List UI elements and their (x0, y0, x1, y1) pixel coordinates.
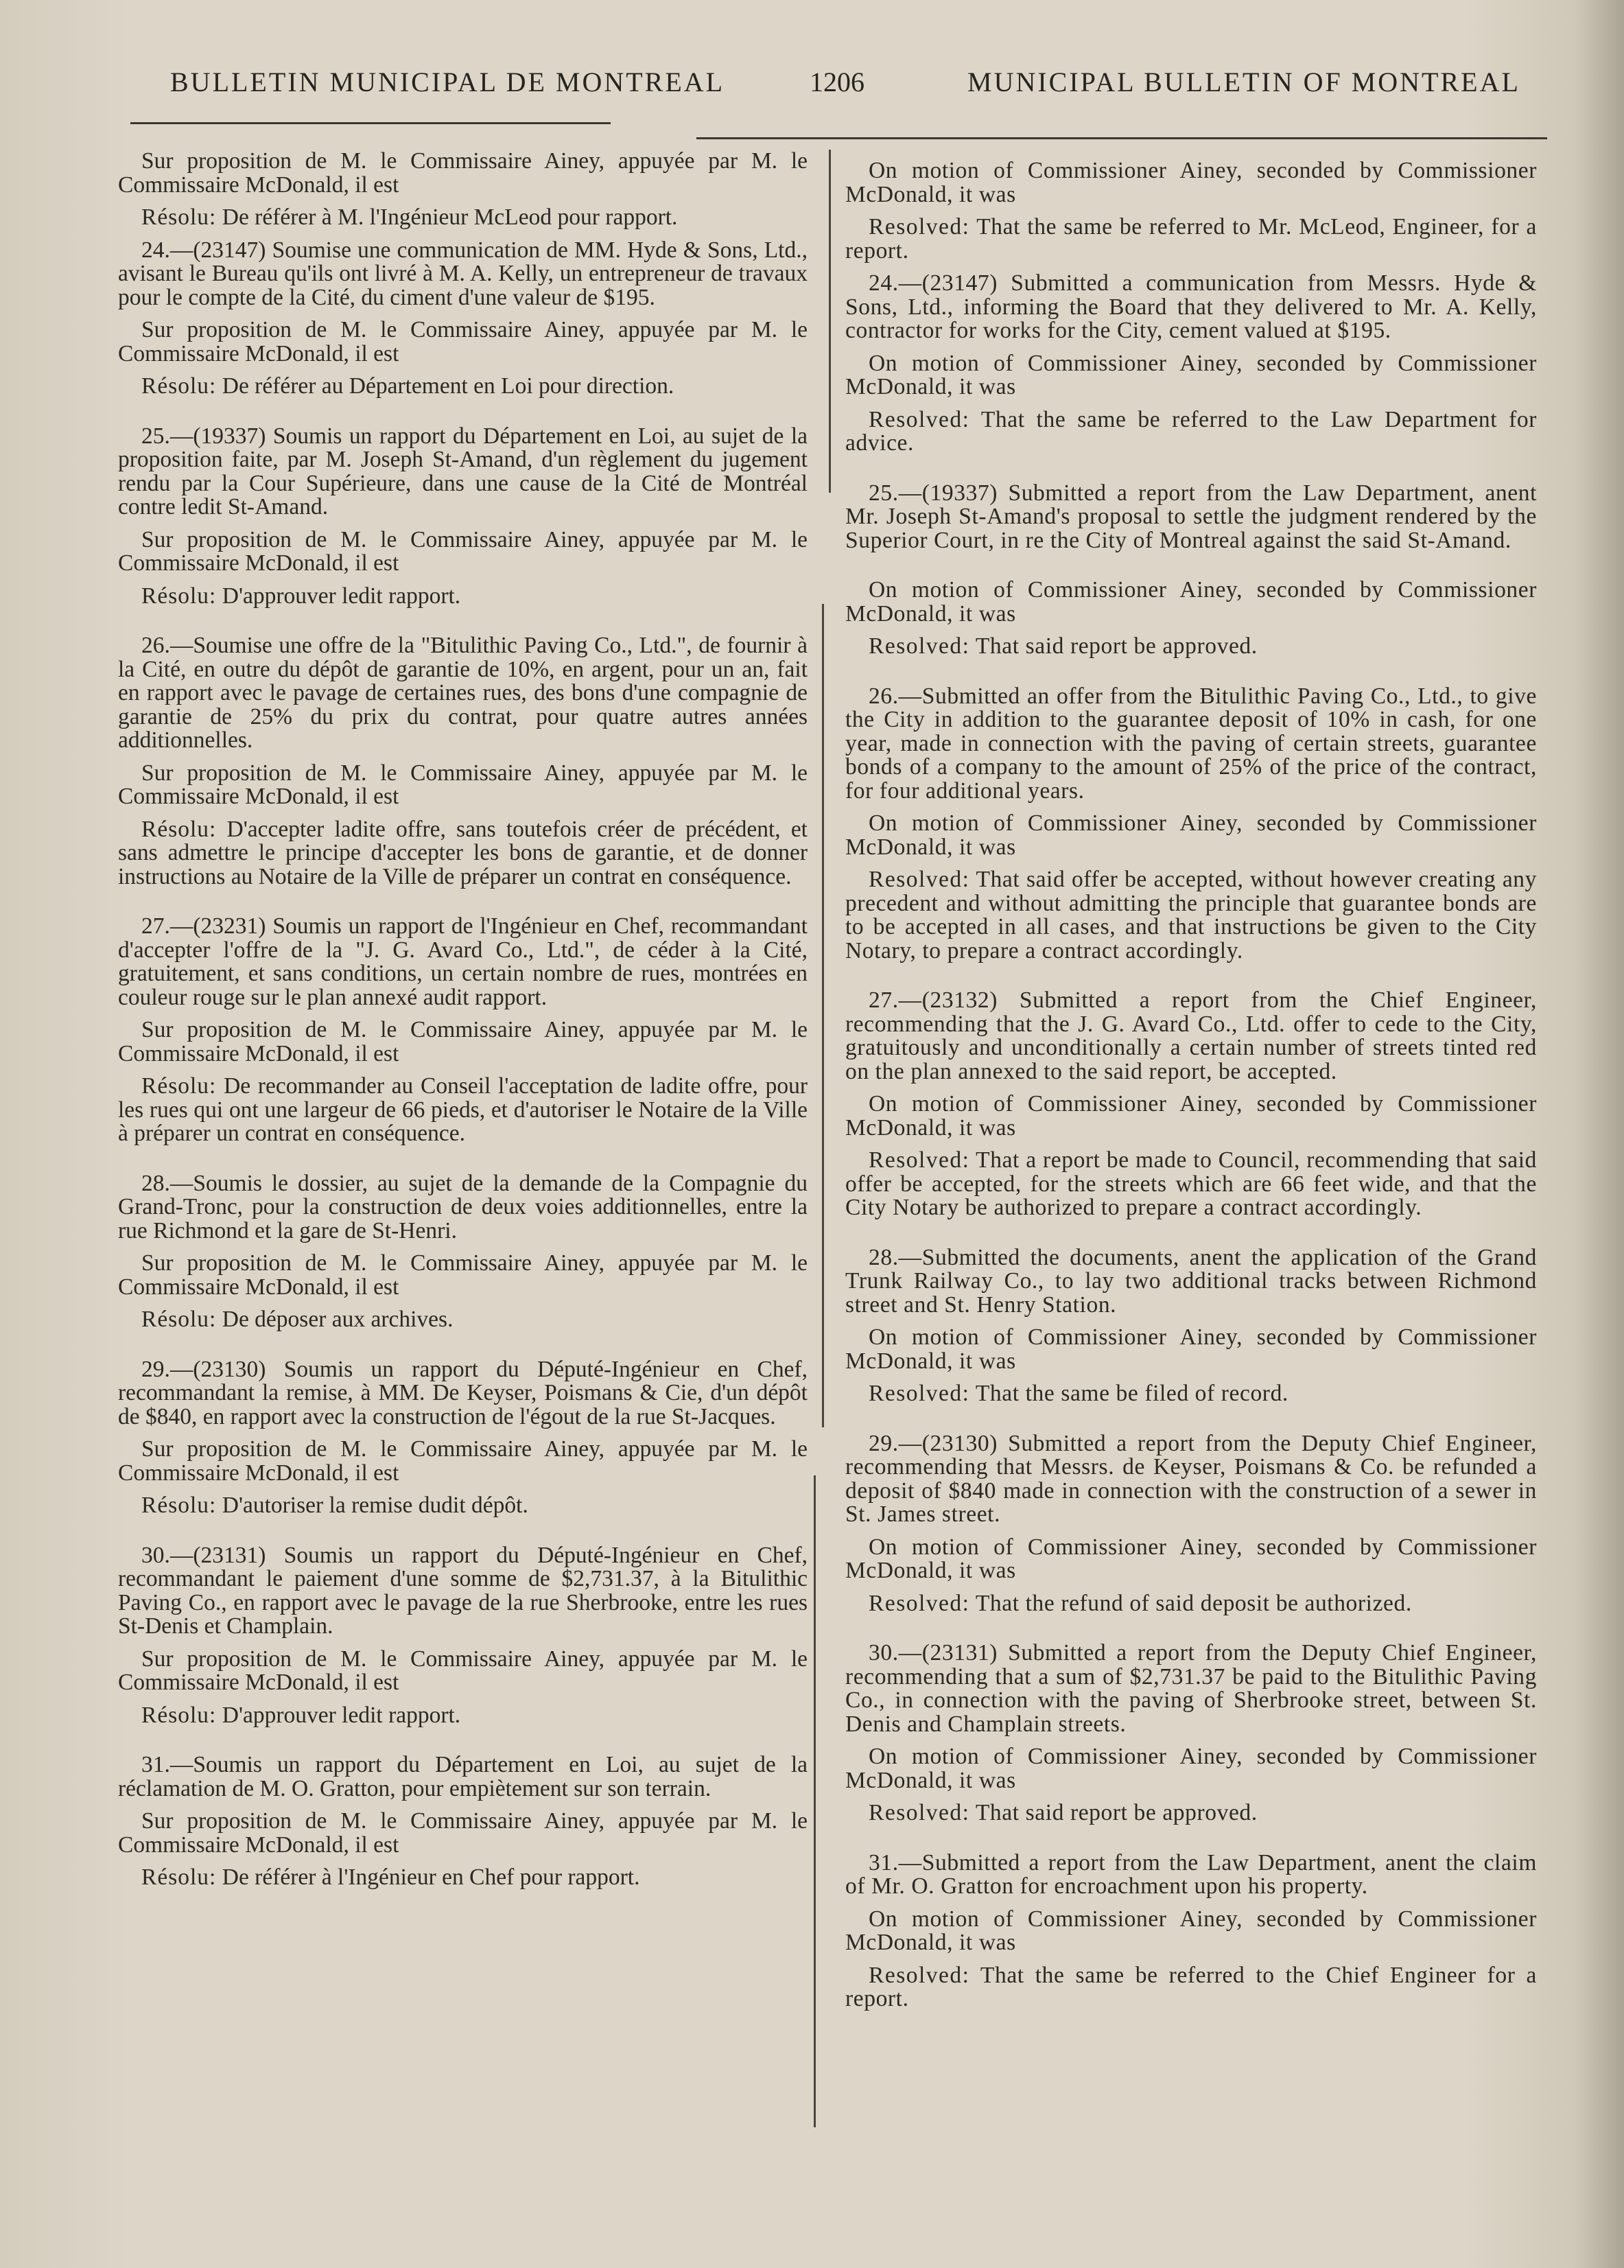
paragraph-text: On motion of Commissioner Ainey, seconded by Commissioner McDonald, it was (845, 577, 1537, 627)
item-paragraph (118, 318, 808, 366)
resolution-label: Resolved: (869, 633, 970, 659)
item-paragraph (845, 1536, 1537, 1583)
paragraph-text: D'autoriser la remise dudit dépôt. (216, 1493, 528, 1518)
paragraph-text: 27.—(23132) Submitted a report from the Chief Engineer, recommending that the J. G. Avard Co., Ltd. offer to cede to the City, gratuitously and unconditionally a certain number of streets tinted red on the plan annexed to the said report, be accepted. (845, 987, 1537, 1084)
paragraph-text: On motion of Commissioner Ainey, seconded by Commissioner McDonald, it was (845, 1091, 1537, 1141)
paragraph-text: On motion of Commissioner Ainey, seconded by Commissioner McDonald, it was (845, 1534, 1537, 1583)
paragraph-text: On motion of Commissioner Ainey, seconded by Commissioner McDonald, it was (845, 158, 1537, 207)
item-paragraph (118, 150, 808, 197)
item-paragraph (845, 1326, 1537, 1373)
item-paragraph (845, 1641, 1537, 1736)
header-right-title: MUNICIPAL BULLETIN OF MONTREAL (967, 67, 1520, 97)
resolution-paragraph (118, 1494, 808, 1518)
item-paragraph (118, 1810, 808, 1857)
item-paragraph (118, 1172, 808, 1243)
item-paragraph (845, 482, 1537, 553)
item-paragraph (118, 1358, 808, 1429)
english-column (845, 159, 1537, 2020)
paragraph-text: D'approuver ledit rapport. (216, 1702, 461, 1728)
paragraph-text: 25.—(19337) Submitted a report from the Law Department, anent Mr. Joseph St-Amand's proposal to settle the judgment rendered by the Superior Court, in re the City of Montreal against the said St-Amand. (845, 480, 1537, 553)
paragraph-text: That said offer be accepted, without however creating any precedent and without admitting the principle that guarantee bonds are to be accepted in all cases, and that instructions be given to the City Notary, to prepare a contract accordingly. (845, 867, 1537, 963)
resolution-paragraph (845, 1382, 1537, 1406)
resolution-paragraph (845, 215, 1537, 263)
resolution-paragraph (845, 635, 1537, 659)
paragraph-text: Sur proposition de M. le Commissaire Ainey, appuyée par M. le Commissaire McDonald, il est (118, 1646, 808, 1695)
paragraph-text: That a report be made to Council, recommending that said offer be accepted, for the streets which are 66 feet wide, and that the City Notary be authorized to prepare a contract accordingly. (845, 1147, 1537, 1220)
paragraph-text: De recommander au Conseil l'acceptation de ladite offre, pour les rues qui ont une largeur de 66 pieds, et d'autoriser le Notaire de la Ville à préparer un contrat en conséquence. (118, 1073, 808, 1146)
resolution-paragraph (845, 868, 1537, 963)
item-paragraph (845, 1092, 1537, 1140)
resolution-paragraph (118, 1075, 808, 1146)
item-paragraph (845, 159, 1537, 207)
paragraph-text: That said report be approved. (969, 1800, 1258, 1825)
paragraph-text: 31.—Submitted a report from the Law Department, anent the claim of Mr. O. Gratton for encroachment upon his property. (845, 1849, 1537, 1899)
paragraph-text: On motion of Commissioner Ainey, seconded by Commissioner McDonald, it was (845, 1744, 1537, 1793)
resolution-paragraph (118, 585, 808, 609)
paragraph-text: 30.—(23131) Soumis un rapport du Député-Ingénieur en Chef, recommandant le paiement d'une somme de $2,731.37, à la Bitulithic Paving Co., en rapport avec le pavage de la rue Sherbrooke, entre les rues St-Denis et Champlain. (118, 1542, 808, 1639)
column-divider (829, 150, 831, 493)
paragraph-text: 25.—(19337) Soumis un rapport du Département en Loi, au sujet de la proposition faite, par M. Joseph St-Amand, d'un règlement du jugement rendu par la Cour Supérieure, dans une cause de la Cité de Montréal contre ledit St-Amand. (118, 423, 808, 519)
header-rule-right (696, 137, 1547, 139)
paragraph-text: That the same be filed of record. (969, 1381, 1288, 1406)
item-paragraph (118, 425, 808, 519)
item-paragraph (118, 1753, 808, 1801)
resolution-label: Resolved: (869, 1147, 970, 1173)
paragraph-text: 29.—(23130) Soumis un rapport du Député-Ingénieur en Chef, recommandant la remise, à MM. De Keyser, Poismans & Cie, d'un dépôt de $840, en rapport avec la construction de l'égout de la rue St-Jacques. (118, 1356, 808, 1429)
resolution-label: Résolu: (141, 1307, 217, 1332)
item-paragraph (118, 1648, 808, 1695)
paragraph-text: Sur proposition de M. le Commissaire Ainey, appuyée par M. le Commissaire McDonald, il est (118, 1250, 808, 1300)
resolution-label: Résolu: (141, 816, 217, 842)
item-paragraph (118, 1438, 808, 1485)
item-paragraph (845, 1432, 1537, 1527)
resolution-label: Résolu: (141, 583, 217, 609)
paragraph-text: On motion of Commissioner Ainey, seconded by Commissioner McDonald, it was (845, 1324, 1537, 1374)
paragraph-text: On motion of Commissioner Ainey, seconded by Commissioner McDonald, it was (845, 350, 1537, 399)
item-paragraph (845, 1246, 1537, 1318)
item-paragraph (845, 989, 1537, 1084)
paragraph-text: De déposer aux archives. (216, 1307, 454, 1332)
resolution-label: Résolu: (141, 1702, 217, 1728)
paragraph-text: That said report be approved. (969, 633, 1258, 659)
paragraph-text: 24.—(23147) Submitted a communication from Messrs. Hyde & Sons, Ltd., informing the Board that they delivered to Mr. A. Kelly, contractor for works for the City, cement valued at $195. (845, 270, 1537, 343)
paragraph-text: Sur proposition de M. le Commissaire Ainey, appuyée par M. le Commissaire McDonald, il est (118, 1436, 808, 1486)
paragraph-text: Sur proposition de M. le Commissaire Ainey, appuyée par M. le Commissaire McDonald, il est (118, 1808, 808, 1858)
item-paragraph (118, 634, 808, 753)
resolution-paragraph (845, 408, 1537, 456)
item-paragraph (118, 1252, 808, 1299)
item-paragraph (118, 239, 808, 310)
header-rule-left (130, 122, 611, 124)
item-paragraph (845, 272, 1537, 343)
paragraph-text: De référer à M. l'Ingénieur McLeod pour rapport. (216, 204, 678, 230)
paragraph-text: 24.—(23147) Soumise une communication de MM. Hyde & Sons, Ltd., avisant le Bureau qu'ils ont livré à M. A. Kelly, un entrepreneur de travaux pour le compte de la Cité, du ciment d'une valeur de $195. (118, 237, 808, 310)
column-divider (814, 1475, 816, 2127)
resolution-paragraph (118, 206, 808, 230)
resolution-label: Resolved: (869, 1800, 970, 1825)
resolution-paragraph (118, 1866, 808, 1890)
paragraph-text: That the same be referred to the Chief Engineer for a report. (845, 1962, 1537, 2011)
resolution-paragraph (845, 1149, 1537, 1220)
resolution-paragraph (118, 1308, 808, 1332)
resolution-label: Resolved: (869, 214, 970, 239)
item-paragraph (118, 1018, 808, 1066)
paragraph-text: Sur proposition de M. le Commissaire Ainey, appuyée par M. le Commissaire McDonald, il est (118, 317, 808, 366)
paragraph-text: De référer à l'Ingénieur en Chef pour rapport. (216, 1864, 640, 1890)
paragraph-text: That the same be referred to the Law Department for advice. (845, 406, 1537, 456)
item-paragraph (845, 1908, 1537, 1955)
item-paragraph (845, 1851, 1537, 1899)
paragraph-text: That the refund of said deposit be authorized. (969, 1590, 1412, 1616)
paragraph-text: 28.—Submitted the documents, anent the application of the Grand Trunk Railway Co., to lay two additional tracks between Richmond street and St. Henry Station. (845, 1244, 1537, 1318)
resolution-paragraph (118, 818, 808, 889)
resolution-paragraph (118, 1704, 808, 1728)
item-paragraph (118, 528, 808, 576)
resolution-label: Résolu: (141, 204, 217, 230)
french-column (118, 150, 808, 1899)
paragraph-text: 30.—(23131) Submitted a report from the Deputy Chief Engineer, recommending that a sum of $2,731.37 be paid to the Bitulithic Paving Co., in connection with the paving of Sherbrooke street, between St. Denis and Champlain streets. (845, 1640, 1537, 1737)
resolution-paragraph (845, 1964, 1537, 2011)
column-divider (822, 604, 824, 1427)
paragraph-text: Sur proposition de M. le Commissaire Ainey, appuyée par M. le Commissaire McDonald, il est (118, 760, 808, 809)
item-paragraph (845, 685, 1537, 804)
resolution-paragraph (118, 375, 808, 399)
resolution-label: Résolu: (141, 1864, 217, 1890)
resolution-label: Résolu: (141, 373, 217, 399)
paragraph-text: Sur proposition de M. le Commissaire Ainey, appuyée par M. le Commissaire McDonald, il est (118, 1017, 808, 1066)
paragraph-text: Sur proposition de M. le Commissaire Ainey, appuyée par M. le Commissaire McDonald, il est (118, 148, 808, 198)
resolution-label: Résolu: (141, 1073, 217, 1099)
item-paragraph (845, 1745, 1537, 1792)
paragraph-text: 28.—Soumis le dossier, au sujet de la demande de la Compagnie du Grand-Tronc, pour la construction de deux voies additionnelles, entre la rue Richmond et la gare de St-Henri. (118, 1170, 808, 1243)
paragraph-text: 29.—(23130) Submitted a report from the Deputy Chief Engineer, recommending that Messrs. de Keyser, Poismans & Co. be refunded a deposit of $840 made in connection with the construction of a sewer in St. James street. (845, 1430, 1537, 1527)
paragraph-text: De référer au Département en Loi pour direction. (216, 373, 674, 399)
resolution-label: Resolved: (869, 406, 970, 432)
item-paragraph (118, 915, 808, 1009)
paragraph-text: That the same be referred to Mr. McLeod, Engineer, for a report. (845, 214, 1537, 264)
resolution-label: Resolved: (869, 1381, 970, 1406)
paragraph-text: 26.—Soumise une offre de la "Bitulithic Paving Co., Ltd.", de fournir à la Cité, en outre du dépôt de garantie de 10%, en argent, pour un an, fait en rapport avec le pavage de certaines rues, des bons d'une compagnie de garantie de 25% du prix du contrat, pour quatre autres années additionnelles. (118, 633, 808, 753)
header-left-title: BULLETIN MUNICIPAL DE MONTREAL (170, 67, 725, 97)
item-paragraph (845, 578, 1537, 626)
item-paragraph (845, 812, 1537, 859)
resolution-label: Resolved: (869, 1962, 970, 1988)
paragraph-text: D'accepter ladite offre, sans toutefois créer de précédent, et sans admettre le principe d'accepter les bons de garantie, et de donner instructions au Notaire de la Ville de préparer un contrat en conséquence. (118, 816, 808, 889)
paragraph-text: D'approuver ledit rapport. (216, 583, 461, 609)
paragraph-text: 26.—Submitted an offer from the Bitulithic Paving Co., Ltd., to give the City in addition to the guarantee deposit of 10% in cash, for one year, made in connection with the paving of certain streets, guarantee bonds of a company to the amount of 25% of the price of the contract, for four additional years. (845, 683, 1537, 804)
resolution-paragraph (845, 1592, 1537, 1616)
item-paragraph (118, 762, 808, 809)
item-paragraph (118, 1544, 808, 1639)
resolution-label: Resolved: (869, 867, 970, 892)
resolution-label: Résolu: (141, 1493, 217, 1518)
resolution-label: Resolved: (869, 1590, 970, 1616)
resolution-paragraph (845, 1801, 1537, 1825)
paragraph-text: Sur proposition de M. le Commissaire Ainey, appuyée par M. le Commissaire McDonald, il est (118, 526, 808, 576)
paragraph-text: On motion of Commissioner Ainey, seconded by Commissioner McDonald, it was (845, 810, 1537, 860)
paragraph-text: 31.—Soumis un rapport du Département en Loi, au sujet de la réclamation de M. O. Gratton, pour empiètement sur son terrain. (118, 1752, 808, 1801)
item-paragraph (845, 352, 1537, 399)
paragraph-text: On motion of Commissioner Ainey, seconded by Commissioner McDonald, it was (845, 1906, 1537, 1955)
paragraph-text: 27.—(23231) Soumis un rapport de l'Ingénieur en Chef, recommandant d'accepter l'offre de la "J. G. Avard Co., Ltd.", de céder à la Cité, gratuitement, et sans conditions, un certain nombre de rues, montrées en couleur rouge sur le plan annexé audit rapport. (118, 913, 808, 1010)
page-number: 1206 (810, 67, 864, 97)
